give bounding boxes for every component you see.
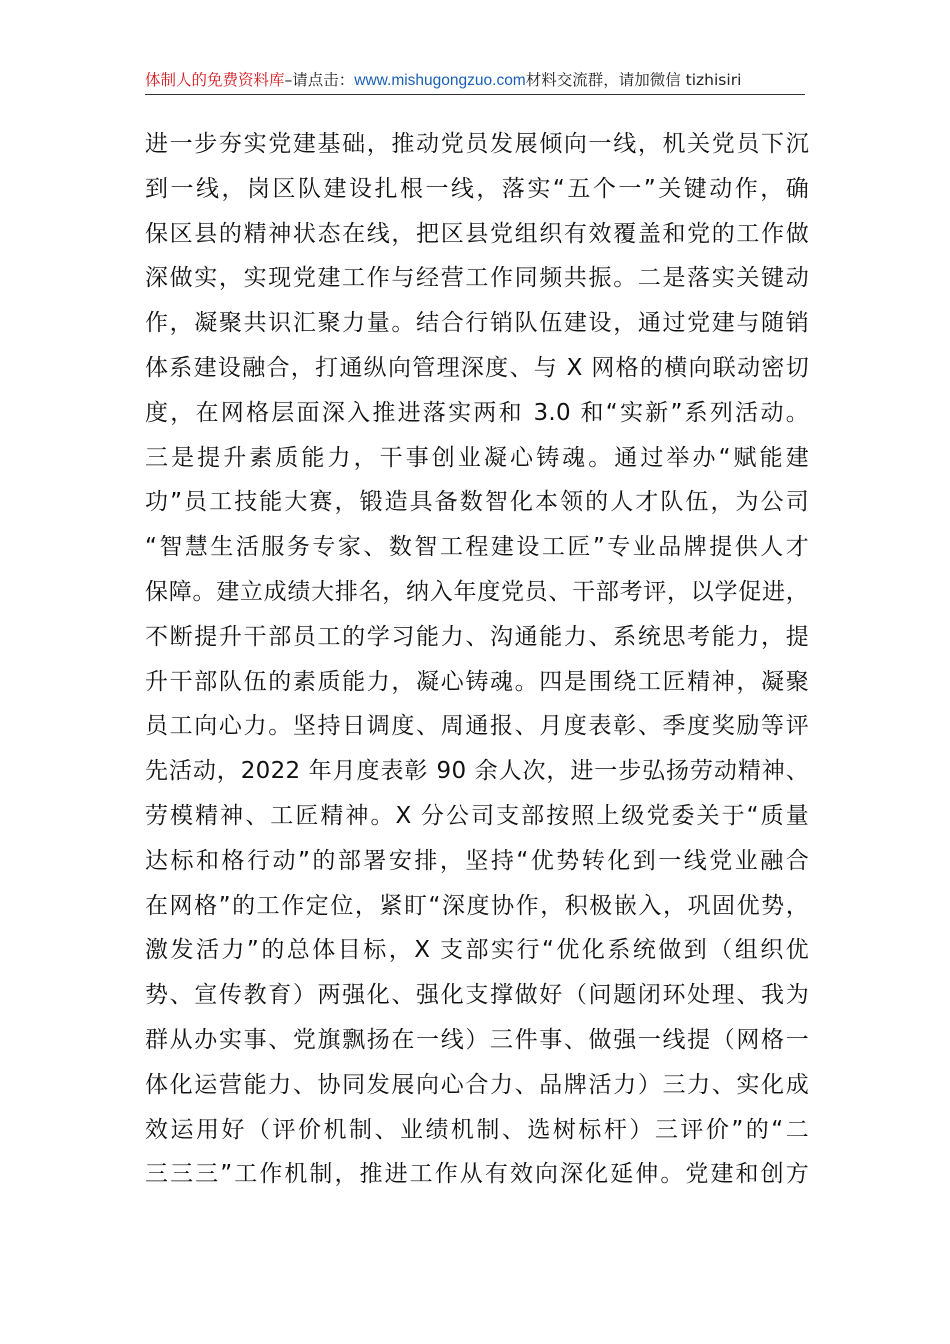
body-line: 劳模精神、工匠精神。X 分公司支部按照上级党委关于“质量 xyxy=(145,802,809,829)
body-line: 保障。建立成绩大排名，纳入年度党员、干部考评，以学促进， xyxy=(145,578,809,605)
body-line: 进一步夯实党建基础，推动党员发展倾向一线，机关党员下沉 xyxy=(145,131,809,157)
body-line: 三三三”工作机制，推进工作从有效向深化延伸。党建和创方 xyxy=(145,1161,809,1188)
body-line: 度，在网格层面深入推进落实两和 3.0 和“实新”系列活动。 xyxy=(145,399,809,426)
page-header xyxy=(145,68,805,95)
body-line: 深做实，实现党建工作与经营工作同频共振。二是落实关键动 xyxy=(145,265,809,292)
body-line: 员工向心力。坚持日调度、周通报、月度表彰、季度奖励等评 xyxy=(145,713,809,740)
body-line: 先活动，2022 年月度表彰 90 余人次，进一步弘扬劳动精神、 xyxy=(145,758,809,785)
body-line: 升干部队伍的素质能力，凝心铸魂。四是围绕工匠精神，凝聚 xyxy=(145,668,809,695)
header-prompt: –请点击： xyxy=(284,71,355,89)
header-suffix: 材料交流群，请加微信 tizhisiri xyxy=(525,71,742,89)
body-line: 到一线，岗区队建设扎根一线，落实“五个一”关键动作，确 xyxy=(145,175,809,202)
body-line: 效运用好（评价机制、业绩机制、选树标杆）三评价”的“二 xyxy=(145,1116,809,1143)
body-line: 三是提升素质能力，干事创业凝心铸魂。通过举办“赋能建 xyxy=(145,444,809,471)
body-line: 势、宣传教育）两强化、强化支撑做好（问题闭环处理、我为 xyxy=(145,982,809,1009)
document-body xyxy=(145,122,809,1197)
body-line: 体系建设融合，打通纵向管理深度、与 X 网格的横向联动密切 xyxy=(145,354,809,381)
header-site-name: 体制人的免费资料库 xyxy=(145,71,285,89)
body-line: 功”员工技能大赛，锻造具备数智化本领的人才队伍，为公司 xyxy=(145,489,809,516)
body-line: 在网格”的工作定位，紧盯“深度协作，积极嵌入，巩固优势， xyxy=(145,892,809,919)
body-line: 激发活力”的总体目标，X 支部实行“优化系统做到（组织优 xyxy=(145,937,809,964)
body-line: 体化运营能力、协同发展向心合力、品牌活力）三力、实化成 xyxy=(145,1071,809,1098)
body-line: 保区县的精神状态在线，把区县党组织有效覆盖和党的工作做 xyxy=(145,220,809,247)
body-line: 作，凝聚共识汇聚力量。结合行销队伍建设，通过党建与随销 xyxy=(145,310,809,337)
body-line: “智慧生活服务专家、数智工程建设工匠”专业品牌提供人才 xyxy=(145,534,809,561)
header-url-link[interactable]: www.mishugongzuo.com xyxy=(354,72,526,89)
body-line: 不断提升干部员工的学习能力、沟通能力、系统思考能力，提 xyxy=(145,623,809,650)
body-line: 达标和格行动”的部署安排，坚持“优势转化到一线党业融合 xyxy=(145,847,809,874)
body-line: 群从办实事、党旗飘扬在一线）三件事、做强一线提（网格一 xyxy=(145,1026,809,1053)
